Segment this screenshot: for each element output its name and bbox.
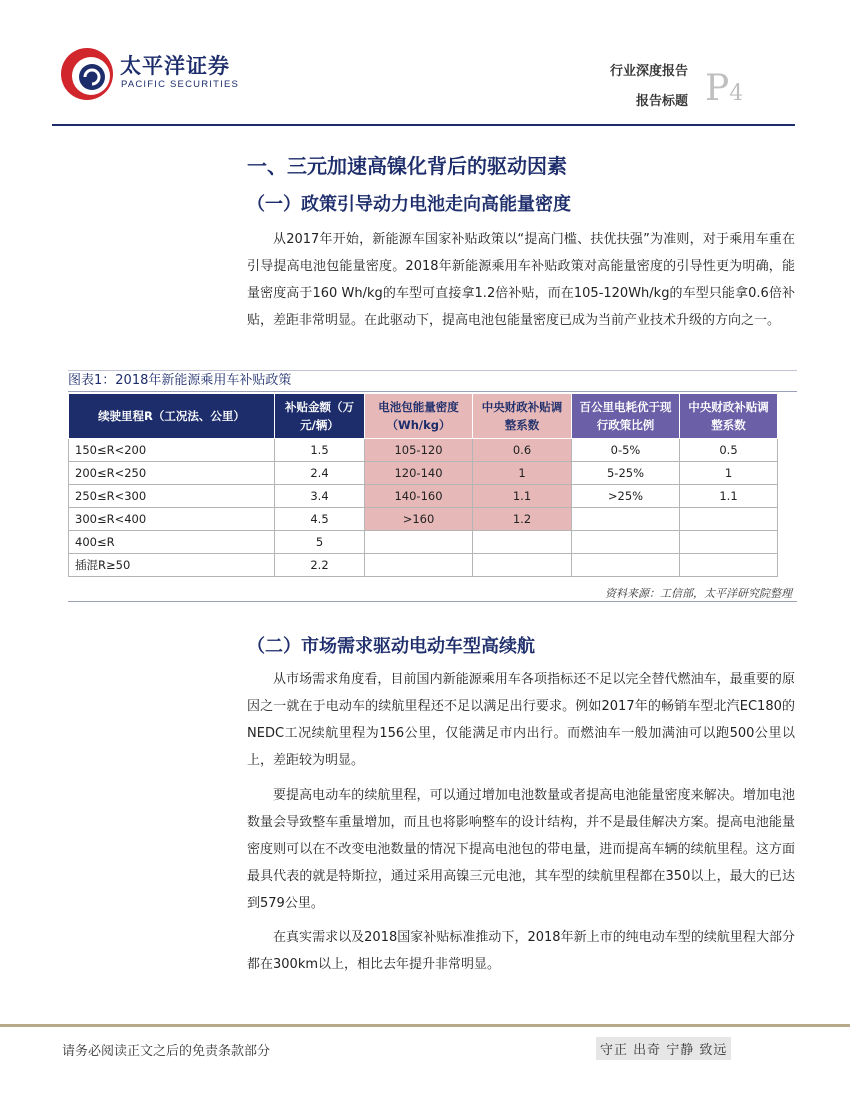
table-cell: 2.2 [275,554,365,577]
table-header-row [69,394,778,439]
table-cell [572,554,680,577]
table-cell: 1.1 [680,485,778,508]
table-cell: 插混R≥50 [69,554,275,577]
footer-motto: 守正 出奇 宁静 致远 [596,1037,731,1060]
table-cell [680,508,778,531]
table-cell: 120-140 [365,462,473,485]
figure-title: 图表1：2018年新能源乘用车补贴政策 [68,370,797,392]
table-cell [473,554,572,577]
table-cell: 0.6 [473,439,572,462]
table-cell: 1.5 [275,439,365,462]
table-row [69,531,778,554]
table-cell: >25% [572,485,680,508]
table-cell: 3.4 [275,485,365,508]
table-cell [572,508,680,531]
table-cell: 150≤R<200 [69,439,275,462]
table-cell: 0-5% [572,439,680,462]
table-cell: 400≤R [69,531,275,554]
report-title: 报告标题 [635,94,688,109]
table-cell: 2.4 [275,462,365,485]
header-range: 续驶里程R（工况法、公里） [69,394,275,439]
table-cell: 1.2 [473,508,572,531]
table-cell: 140-160 [365,485,473,508]
table-cell: 1 [473,462,572,485]
header-consumption-ratio: 百公里电耗优于现行政策比例 [572,394,680,439]
table-cell: 0.5 [680,439,778,462]
header-energy-density: 电池包能量密度（Wh/kg） [365,394,473,439]
market-paragraph-2: 要提高电动车的续航里程，可以通过增加电池数量或者提高电池能量密度来解决。增加电池数量会导致整车重量增加，而且也将影响整车的设计结构，并不是最佳解决方案。提高电池能量密度则可以在不改变电池数量的情况下提高电池包的带电量，进而提高车辆的续航里程。这方面最具代表的就是特斯拉，通过采用高镍三元电池，其车型的续航里程都在350以上，最大的已达到579公里。 [247,788,795,911]
table-cell [365,554,473,577]
subsection-heading-market: （二）市场需求驱动电动车型高续航 [247,636,535,657]
table-cell: 5 [275,531,365,554]
table-cell [473,531,572,554]
table-cell [680,554,778,577]
table-row [69,508,778,531]
table-cell [680,531,778,554]
subsidy-policy-table [68,393,778,577]
figure-source: 资料来源：工信部，太平洋研究院整理 [605,587,792,600]
table-cell: 1 [680,462,778,485]
table-cell: 4.5 [275,508,365,531]
company-logo [58,44,258,104]
figure-bottom-rule [68,601,797,602]
footer-divider [0,1024,850,1027]
header-adjust-coefficient-2: 中央财政补贴调整系数 [680,394,778,439]
table-cell: 1.1 [473,485,572,508]
table-cell: 200≤R<250 [69,462,275,485]
market-paragraph-1: 从市场需求角度看，目前国内新能源乘用车各项指标还不足以完全替代燃油车，最重要的原因之一就在于电动车的续航里程还不足以满足出行要求。例如2017年的畅销车型北汽EC180的NEDC工况续航里程为156公里，仅能满足市内出行。而燃油车一般加满油可以跑500公里以上，差距较为明显。 [247,672,795,768]
table-cell: 300≤R<400 [69,508,275,531]
table-row [69,554,778,577]
table-cell [572,531,680,554]
table-row [69,462,778,485]
policy-paragraph: 从2017年开始，新能源车国家补贴政策以“提高门槛、扶优扶强”为准则，对于乘用车重在引导提高电池包能量密度。2018年新能源乘用车补贴政策对高能量密度的引导性更为明确，能量密度高于160 Wh/kg的车型可直接拿1.2倍补贴，而在105-120Wh/kg的车型只能拿0.6倍补贴，差距非常明显。在此驱动下，提高电池包能量密度已成为当前产业技术升级的方向之一。 [247,232,795,328]
table-row [69,439,778,462]
table-cell: 105-120 [365,439,473,462]
section-heading: 一、三元加速高镍化背后的驱动因素 [247,154,567,178]
report-type: 行业深度报告 [609,64,688,79]
market-paragraph-3: 在真实需求以及2018国家补贴标准推动下，2018年新上市的纯电动车型的续航里程大部分都在300km以上，相比去年提升非常明显。 [247,930,795,972]
header-adjust-coefficient-1: 中央财政补贴调整系数 [473,394,572,439]
subsection-heading-policy: （一）政策引导动力电池走向高能量密度 [247,194,571,215]
page-digit: 4 [729,81,744,106]
header-subsidy-amount: 补贴金额（万元/辆） [275,394,365,439]
table-cell: 250≤R<300 [69,485,275,508]
table-cell: 5-25% [572,462,680,485]
page-number [705,68,743,109]
page-prefix: P [705,68,730,109]
footer-disclaimer: 请务必阅读正文之后的免责条款部分 [62,1044,271,1059]
pacific-securities-logo-icon [58,44,116,102]
table-cell [365,531,473,554]
logo-text-en: PACIFIC SECURITIES [121,79,240,90]
header-divider [52,124,795,126]
logo-text-cn: 太平洋证券 [120,54,230,78]
table-row [69,485,778,508]
table-cell: >160 [365,508,473,531]
